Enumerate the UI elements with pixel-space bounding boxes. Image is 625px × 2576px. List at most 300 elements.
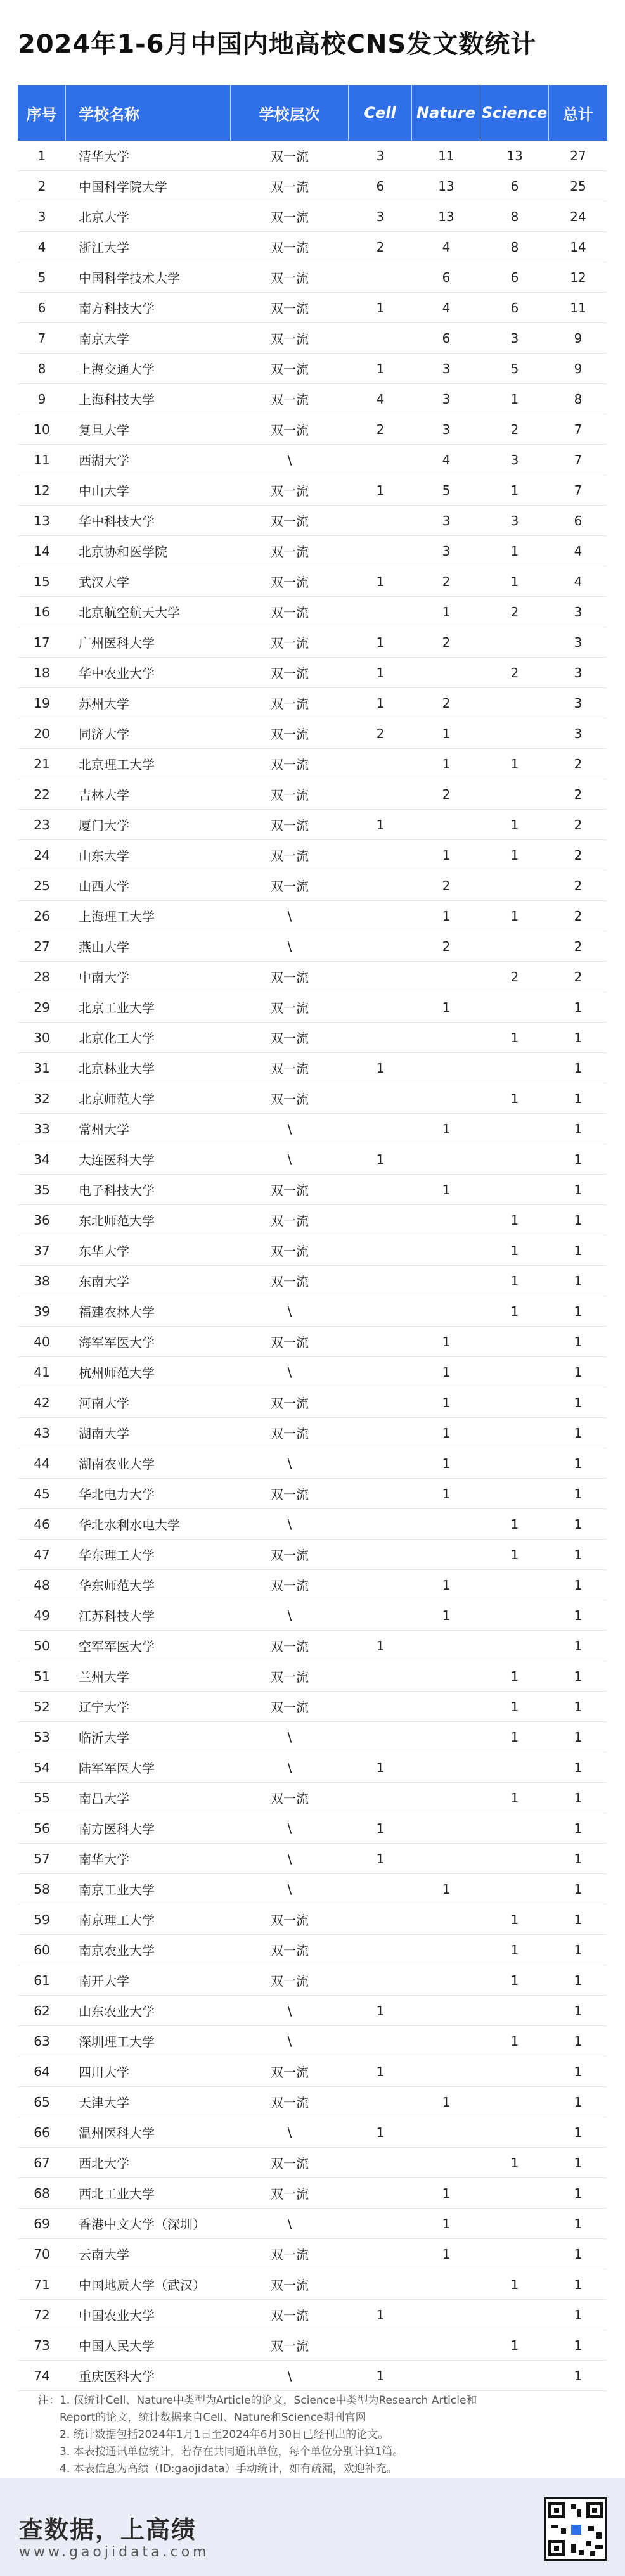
cell-school-name: 深圳理工大学 <box>79 2034 155 2050</box>
cell-cell-count: 2 <box>376 725 385 741</box>
table-row <box>18 597 607 627</box>
table-header <box>18 85 607 141</box>
table-row <box>18 840 607 870</box>
cell-total: 1 <box>574 1668 583 1684</box>
cell-level: 双一流 <box>271 210 309 225</box>
cell-no: 12 <box>34 482 50 498</box>
cell-nature-count: 1 <box>442 2185 451 2201</box>
table-row <box>18 627 607 658</box>
cell-science-count: 1 <box>510 1972 519 1988</box>
cell-cell-count: 2 <box>376 421 385 437</box>
cell-school-name: 香港中文大学（深圳） <box>79 2217 205 2232</box>
cell-school-name: 南华大学 <box>79 1852 129 1867</box>
cell-no: 26 <box>34 908 50 924</box>
cell-level: 双一流 <box>271 727 309 742</box>
cell-science-count: 3 <box>510 452 519 468</box>
cell-no: 3 <box>37 208 46 224</box>
cell-no: 21 <box>34 756 50 772</box>
cell-no: 64 <box>34 2063 50 2079</box>
cell-cell-count: 1 <box>376 300 385 316</box>
cell-cell-count: 1 <box>376 1820 385 1836</box>
table-row <box>18 1874 607 1904</box>
cell-total: 1 <box>574 1334 583 1349</box>
cell-school-name: 中国地质大学（武汉） <box>79 2278 205 2293</box>
cell-level: 双一流 <box>271 2308 309 2323</box>
cell-nature-count: 1 <box>442 908 451 924</box>
cell-nature-count: 3 <box>442 391 451 407</box>
cell-no: 50 <box>34 1638 50 1654</box>
table-row <box>18 445 607 475</box>
cell-level: 双一流 <box>271 362 309 377</box>
cell-science-count: 1 <box>510 817 519 832</box>
cell-no: 41 <box>34 1364 50 1380</box>
cell-level: \ <box>287 1759 292 1775</box>
cell-total: 1 <box>574 1577 583 1593</box>
table-row <box>18 2178 607 2209</box>
cell-total: 2 <box>574 877 583 893</box>
cell-nature-count: 2 <box>442 573 451 589</box>
header-science: Science <box>480 85 549 141</box>
cell-no: 74 <box>34 2368 50 2383</box>
table-row <box>18 2087 607 2117</box>
cell-school-name: 燕山大学 <box>79 940 129 955</box>
cell-science-count: 1 <box>510 573 519 589</box>
cell-cell-count: 1 <box>376 2368 385 2383</box>
cell-nature-count: 1 <box>442 1121 451 1137</box>
table-row <box>18 962 607 992</box>
cell-no: 15 <box>34 573 50 589</box>
cell-no: 36 <box>34 1212 50 1228</box>
cell-cell-count: 1 <box>376 695 385 711</box>
cell-school-name: 同济大学 <box>79 727 129 742</box>
table-row <box>18 1509 607 1540</box>
cell-science-count: 1 <box>510 1729 519 1745</box>
cell-no: 25 <box>34 877 50 893</box>
cell-school-name: 中国人民大学 <box>79 2338 155 2354</box>
cell-no: 46 <box>34 1516 50 1532</box>
cell-level: 双一流 <box>271 575 309 590</box>
cell-science-count: 1 <box>510 847 519 863</box>
table-row <box>18 2239 607 2269</box>
cell-total: 1 <box>574 1212 583 1228</box>
cell-no: 71 <box>34 2276 50 2292</box>
cell-nature-count: 1 <box>442 1334 451 1349</box>
cell-no: 23 <box>34 817 50 832</box>
cell-nature-count: 4 <box>442 239 451 255</box>
cell-no: 19 <box>34 695 50 711</box>
cell-level: 双一流 <box>271 331 309 347</box>
footer-site: www.gaojidata.com <box>19 2544 210 2560</box>
table-row <box>18 1600 607 1631</box>
cell-school-name: 东华大学 <box>79 1244 129 1259</box>
cell-science-count: 1 <box>510 1273 519 1289</box>
cell-school-name: 福建农林大学 <box>79 1304 155 1320</box>
cell-school-name: 南方科技大学 <box>79 301 155 316</box>
table-row <box>18 1540 607 1570</box>
cell-school-name: 四川大学 <box>79 2065 129 2080</box>
cell-total: 2 <box>574 969 583 985</box>
cell-no: 51 <box>34 1668 50 1684</box>
table-row <box>18 2330 607 2361</box>
cell-no: 24 <box>34 847 50 863</box>
cell-level: 双一流 <box>271 1548 309 1563</box>
cell-cell-count: 1 <box>376 2307 385 2323</box>
cell-level: \ <box>287 2124 292 2140</box>
cell-total: 1 <box>574 2246 583 2262</box>
cell-school-name: 北京协和医学院 <box>79 544 167 559</box>
cell-total: 12 <box>570 269 586 285</box>
cell-no: 43 <box>34 1425 50 1441</box>
cell-science-count: 1 <box>510 1090 519 1106</box>
cell-level: \ <box>287 2216 292 2231</box>
cell-level: 双一流 <box>271 818 309 833</box>
cell-level: 双一流 <box>271 1031 309 1046</box>
cell-total: 1 <box>574 1121 583 1137</box>
cell-science-count: 6 <box>510 300 519 316</box>
cell-nature-count: 2 <box>442 786 451 802</box>
cell-science-count: 2 <box>510 969 519 985</box>
cell-school-name: 清华大学 <box>79 149 129 164</box>
cell-science-count: 1 <box>510 2033 519 2049</box>
cell-level: 双一流 <box>271 1700 309 1715</box>
cell-school-name: 复旦大学 <box>79 423 129 438</box>
cell-school-name: 北京理工大学 <box>79 757 155 772</box>
cell-level: 双一流 <box>271 1396 309 1411</box>
cell-no: 14 <box>34 543 50 559</box>
cell-level: \ <box>287 1364 292 1380</box>
cell-no: 39 <box>34 1303 50 1319</box>
cell-no: 29 <box>34 999 50 1015</box>
cell-school-name: 南开大学 <box>79 1973 129 1989</box>
cell-no: 16 <box>34 604 50 620</box>
cell-nature-count: 1 <box>442 847 451 863</box>
cell-school-name: 华北电力大学 <box>79 1487 155 1502</box>
cell-no: 65 <box>34 2094 50 2110</box>
cell-level: 双一流 <box>271 1092 309 1107</box>
cell-no: 61 <box>34 1972 50 1988</box>
cell-level: 双一流 <box>271 483 309 499</box>
cell-no: 6 <box>37 300 46 316</box>
cell-science-count: 2 <box>510 665 519 680</box>
table-row <box>18 2117 607 2148</box>
cell-total: 1 <box>574 999 583 1015</box>
table-row <box>18 901 607 931</box>
cell-science-count: 1 <box>510 2155 519 2171</box>
cell-total: 2 <box>574 756 583 772</box>
cell-level: \ <box>287 452 292 468</box>
cell-total: 1 <box>574 2003 583 2018</box>
cell-no: 69 <box>34 2216 50 2231</box>
cell-school-name: 华北水利水电大学 <box>79 1517 180 1533</box>
cell-total: 11 <box>570 300 586 316</box>
cell-science-count: 1 <box>510 908 519 924</box>
cell-no: 4 <box>37 239 46 255</box>
cell-cell-count: 3 <box>376 148 385 163</box>
cell-level: 双一流 <box>271 2065 309 2080</box>
cell-total: 27 <box>570 148 586 163</box>
cell-no: 27 <box>34 938 50 954</box>
header-cell: Cell <box>349 85 412 141</box>
cell-cell-count: 1 <box>376 1060 385 1076</box>
cell-level: \ <box>287 1151 292 1167</box>
cell-total: 8 <box>574 391 583 407</box>
table-row <box>18 1114 607 1144</box>
cell-nature-count: 5 <box>442 482 451 498</box>
cell-no: 18 <box>34 665 50 680</box>
cell-school-name: 临沂大学 <box>79 1730 129 1745</box>
cell-cell-count: 1 <box>376 1151 385 1167</box>
cell-school-name: 云南大学 <box>79 2247 129 2262</box>
cell-no: 66 <box>34 2124 50 2140</box>
cell-total: 1 <box>574 1030 583 1045</box>
header-total: 总计 <box>563 105 593 124</box>
cell-total: 1 <box>574 1060 583 1076</box>
cell-total: 3 <box>574 665 583 680</box>
table-row <box>18 141 607 171</box>
cell-school-name: 华东理工大学 <box>79 1548 155 1563</box>
cell-cell-count: 1 <box>376 2124 385 2140</box>
cell-total: 7 <box>574 452 583 468</box>
cell-school-name: 江苏科技大学 <box>79 1609 155 1624</box>
cell-total: 1 <box>574 1151 583 1167</box>
cell-total: 1 <box>574 1546 583 1562</box>
cell-nature-count: 1 <box>442 604 451 620</box>
cell-no: 40 <box>34 1334 50 1349</box>
cell-level: 双一流 <box>271 1669 309 1685</box>
cell-school-name: 南京大学 <box>79 331 129 347</box>
cell-nature-count: 3 <box>442 543 451 559</box>
cell-science-count: 1 <box>510 1303 519 1319</box>
cell-total: 1 <box>574 1394 583 1410</box>
table-row <box>18 1692 607 1722</box>
cell-science-count: 6 <box>510 178 519 194</box>
table-row <box>18 1387 607 1418</box>
cell-science-count: 1 <box>510 1212 519 1228</box>
cell-school-name: 北京林业大学 <box>79 1061 155 1076</box>
header-no: 序号 <box>18 85 66 141</box>
cell-school-name: 空军军医大学 <box>79 1639 155 1654</box>
note-text: 1. 仅统计Cell、Nature中类型为Article的论文，Science中类型为Research Article和 <box>60 2394 477 2407</box>
cell-level: 双一流 <box>271 696 309 711</box>
cell-level: 双一流 <box>271 1274 309 1289</box>
table-row <box>18 262 607 293</box>
table-row <box>18 506 607 536</box>
cell-total: 1 <box>574 2307 583 2323</box>
cell-school-name: 北京师范大学 <box>79 1092 155 1107</box>
cell-level: 双一流 <box>271 423 309 438</box>
cell-school-name: 辽宁大学 <box>79 1700 129 1715</box>
table-row <box>18 1357 607 1387</box>
note-prefix <box>38 2461 60 2478</box>
table-row <box>18 1144 607 1175</box>
cell-nature-count: 1 <box>442 1607 451 1623</box>
cell-no: 58 <box>34 1881 50 1897</box>
cell-science-count: 1 <box>510 1546 519 1562</box>
cell-level: 双一流 <box>271 2247 309 2262</box>
cell-nature-count: 1 <box>442 1577 451 1593</box>
table-row <box>18 323 607 354</box>
cell-science-count: 13 <box>506 148 523 163</box>
cell-no: 60 <box>34 1942 50 1958</box>
cell-level: 双一流 <box>271 605 309 620</box>
table-row <box>18 1935 607 1965</box>
cell-school-name: 山东农业大学 <box>79 2004 155 2019</box>
cell-level: 双一流 <box>271 271 309 286</box>
cell-no: 49 <box>34 1607 50 1623</box>
cell-total: 4 <box>574 573 583 589</box>
table-row <box>18 1418 607 1448</box>
cell-science-count: 1 <box>510 2276 519 2292</box>
note-text: 3. 本表按通讯单位统计，若存在共同通讯单位，每个单位分别计算1篇。 <box>60 2445 404 2458</box>
cell-school-name: 吉林大学 <box>79 787 129 803</box>
cell-total: 1 <box>574 2216 583 2231</box>
cell-school-name: 常州大学 <box>79 1122 129 1137</box>
cell-level: \ <box>287 2003 292 2018</box>
table-row <box>18 779 607 810</box>
table-row <box>18 354 607 384</box>
cell-total: 1 <box>574 1607 583 1623</box>
cell-total: 1 <box>574 1486 583 1502</box>
cell-total: 1 <box>574 1699 583 1714</box>
cell-school-name: 山东大学 <box>79 848 129 864</box>
cell-school-name: 上海交通大学 <box>79 362 155 377</box>
cell-cell-count: 1 <box>376 2063 385 2079</box>
cell-no: 8 <box>37 360 46 376</box>
cell-science-count: 1 <box>510 1668 519 1684</box>
table-row <box>18 749 607 779</box>
cell-total: 1 <box>574 1516 583 1532</box>
cell-nature-count: 6 <box>442 269 451 285</box>
qr-code-icon <box>544 2497 607 2561</box>
cell-nature-count: 1 <box>442 1394 451 1410</box>
cell-science-count: 1 <box>510 391 519 407</box>
table-row <box>18 1783 607 1813</box>
cell-nature-count: 4 <box>442 452 451 468</box>
cell-level: \ <box>287 1820 292 1836</box>
cell-level: 双一流 <box>271 1213 309 1228</box>
cell-level: 双一流 <box>271 787 309 803</box>
cell-school-name: 重庆医科大学 <box>79 2369 155 2384</box>
note-line <box>38 2461 596 2478</box>
table-row <box>18 1844 607 1874</box>
cell-level: 双一流 <box>271 1244 309 1259</box>
cell-no: 52 <box>34 1699 50 1714</box>
cell-no: 62 <box>34 2003 50 2018</box>
cell-total: 1 <box>574 2185 583 2201</box>
cell-no: 28 <box>34 969 50 985</box>
table-row <box>18 1661 607 1692</box>
header-name: 学校名称 <box>66 85 231 141</box>
cell-science-count: 1 <box>510 1516 519 1532</box>
notes <box>38 2392 596 2478</box>
cell-nature-count: 2 <box>442 695 451 711</box>
cell-no: 73 <box>34 2337 50 2353</box>
note-prefix: 注： <box>38 2394 60 2407</box>
cell-school-name: 华中科技大学 <box>79 514 155 529</box>
cell-no: 44 <box>34 1455 50 1471</box>
table-row <box>18 688 607 718</box>
cell-no: 48 <box>34 1577 50 1593</box>
cell-total: 3 <box>574 634 583 650</box>
cell-no: 56 <box>34 1820 50 1836</box>
cell-science-count: 3 <box>510 513 519 528</box>
table-row <box>18 1722 607 1752</box>
table-row <box>18 2148 607 2178</box>
cell-school-name: 西北大学 <box>79 2156 129 2171</box>
table-row <box>18 1996 607 2026</box>
table-row <box>18 718 607 749</box>
cell-total: 1 <box>574 1090 583 1106</box>
cell-level: 双一流 <box>271 1791 309 1806</box>
cell-cell-count: 1 <box>376 2003 385 2018</box>
table-row <box>18 293 607 323</box>
cell-no: 55 <box>34 1790 50 1806</box>
cell-total: 1 <box>574 1303 583 1319</box>
cell-no: 37 <box>34 1242 50 1258</box>
cell-science-count: 1 <box>510 1942 519 1958</box>
table-row <box>18 1965 607 1996</box>
cell-no: 45 <box>34 1486 50 1502</box>
table-row <box>18 1266 607 1296</box>
cell-level: 双一流 <box>271 635 309 651</box>
cell-school-name: 南京理工大学 <box>79 1913 155 1928</box>
cell-level: 双一流 <box>271 2278 309 2293</box>
table-row <box>18 1813 607 1844</box>
cns-table <box>18 85 607 2391</box>
cell-level: 双一流 <box>271 879 309 894</box>
cell-total: 1 <box>574 2368 583 2383</box>
cell-level: \ <box>287 1303 292 1319</box>
cell-total: 1 <box>574 1820 583 1836</box>
cell-level: 双一流 <box>271 301 309 316</box>
cell-cell-count: 1 <box>376 1759 385 1775</box>
cell-school-name: 湖南农业大学 <box>79 1457 155 1472</box>
cell-level: 双一流 <box>271 392 309 407</box>
cell-no: 2 <box>37 178 46 194</box>
table-row <box>18 810 607 840</box>
cell-school-name: 西湖大学 <box>79 453 129 468</box>
note-line <box>38 2409 596 2426</box>
cell-no: 20 <box>34 725 50 741</box>
table-row <box>18 2269 607 2300</box>
cell-total: 2 <box>574 938 583 954</box>
cell-school-name: 河南大学 <box>79 1396 129 1411</box>
cell-total: 1 <box>574 1638 583 1654</box>
cell-school-name: 电子科技大学 <box>79 1183 155 1198</box>
cell-level: \ <box>287 938 292 954</box>
cell-total: 1 <box>574 2337 583 2353</box>
table-row <box>18 1235 607 1266</box>
cell-nature-count: 1 <box>442 999 451 1015</box>
cell-level: \ <box>287 908 292 924</box>
header-level: 学校层次 <box>231 85 349 141</box>
cell-level: 双一流 <box>271 666 309 681</box>
cell-nature-count: 2 <box>442 938 451 954</box>
cell-nature-count: 2 <box>442 634 451 650</box>
note-text: Report的论文，统计数据来自Cell、Nature和Science期刊官网 <box>60 2411 366 2424</box>
cell-nature-count: 13 <box>438 208 454 224</box>
table-row <box>18 414 607 445</box>
cell-level: \ <box>287 1455 292 1471</box>
cell-no: 1 <box>37 148 46 163</box>
cell-total: 1 <box>574 1759 583 1775</box>
cell-nature-count: 3 <box>442 421 451 437</box>
cell-science-count: 1 <box>510 756 519 772</box>
cell-total: 7 <box>574 421 583 437</box>
cell-nature-count: 1 <box>442 2094 451 2110</box>
table-row <box>18 2300 607 2330</box>
cell-level: \ <box>287 1851 292 1866</box>
